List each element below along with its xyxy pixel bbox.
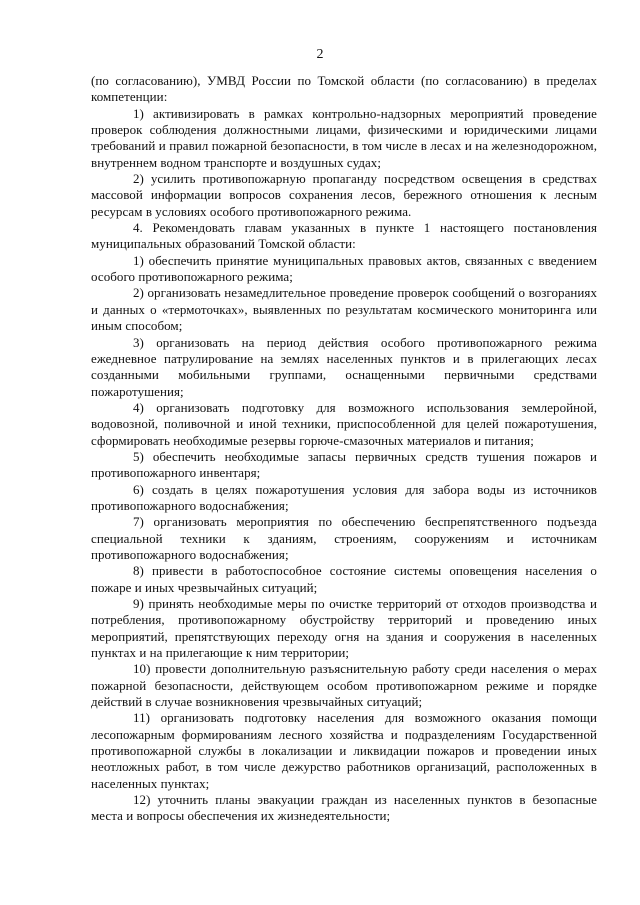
paragraph: 8) привести в работоспособное состояние системы оповещения населения о пожаре и иных чрезвычайных ситуаций; xyxy=(91,563,597,595)
paragraph: 6) создать в целях пожаротушения условия для забора воды из источников противопожарного водоснабжения; xyxy=(91,481,597,513)
paragraph: 3) организовать на период действия особого противопожарного режима ежедневное патрулирование на землях населенных пунктов и в прилегающих лесах созданными мобильными группами, оснащенными первичными средствами пожаротушения; xyxy=(91,334,597,399)
paragraph: 1) обеспечить принятие муниципальных правовых актов, связанных с введением особого противопожарного режима; xyxy=(91,252,597,285)
paragraph: 5) обеспечить необходимые запасы первичных средств тушения пожаров и противопожарного инвентаря; xyxy=(91,448,597,481)
paragraph: 4) организовать подготовку для возможного использования землеройной, водовозной, поливочной и иной техники, приспособленной для целей пожаротушения, сформировать необходимые резервы горюче-смазочных материалов и питания; xyxy=(91,399,597,448)
paragraph: 2) усилить противопожарную пропаганду посредством освещения в средствах массовой информации вопросов сохранения лесов, бережного отношения к лесным ресурсам в условиях особого противопожарного режима. xyxy=(91,171,597,219)
paragraph: 2) организовать незамедлительное проведение проверок сообщений о возгораниях и данных о «термоточках», выявленных по результатам космического мониторинга или иным способом; xyxy=(91,285,597,334)
paragraph: 4. Рекомендовать главам указанных в пункте 1 настоящего постановления муниципальных образований Томской области: xyxy=(91,220,597,252)
paragraph: (по согласованию), УМВД России по Томской области (по согласованию) в пределах компетенции: xyxy=(91,73,597,105)
paragraph: 11) организовать подготовку населения для возможного оказания помощи лесопожарным формированиям лесного хозяйства и подразделениям Государственной противопожарной службы в локализации и ликвидации пожаров и проведении иных неотложных работ, в том числе дежурство работников организаций, расположенных в населенных пунктах; xyxy=(91,710,597,791)
paragraph: 7) организовать мероприятия по обеспечению беспрепятственного подъезда специальной техники к зданиям, строениям, сооружениям и источникам противопожарного водоснабжения; xyxy=(91,514,597,562)
paragraph: 12) уточнить планы эвакуации граждан из населенных пунктов в безопасные места и вопросы обеспечения их жизнедеятельности; xyxy=(91,792,597,824)
document-body xyxy=(91,73,597,825)
paragraph: 1) активизировать в рамках контрольно-надзорных мероприятий проведение проверок соблюдения должностными лицами, физическими и юридическими лицами требований и правил пожарной безопасности, в том числе в лесах и на железнодорожном, внутреннем водном транспорте и воздушных судах; xyxy=(91,105,597,170)
paragraph: 10) провести дополнительную разъяснительную работу среди населения о мерах пожарной безопасности, действующем особом противопожарном режиме и порядке действий в случае возникновения чрезвычайных ситуаций; xyxy=(91,661,597,710)
paragraph: 9) принять необходимые меры по очистке территорий от отходов производства и потребления, противопожарному обустройству территорий и проведению иных мероприятий, препятствующих переходу огня на здания и сооружения в населенных пунктах и на прилегающие к ним территории; xyxy=(91,596,597,661)
page-number: 2 xyxy=(316,47,324,62)
